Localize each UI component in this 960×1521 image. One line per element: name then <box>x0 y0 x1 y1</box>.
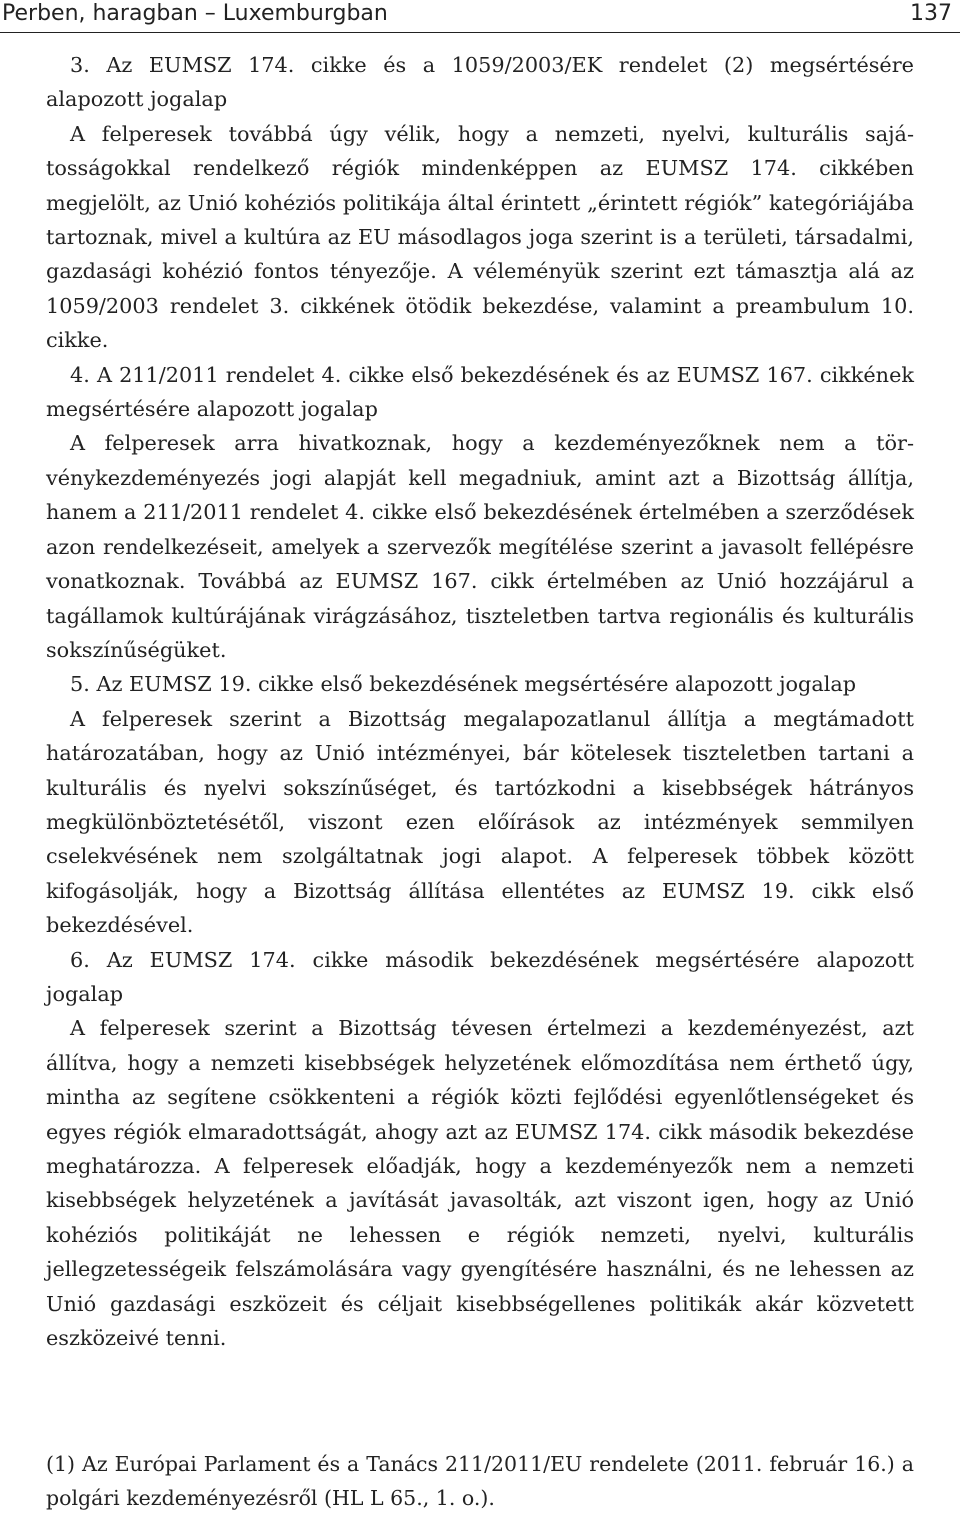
section-4-paragraph: A felperesek arra hivatkoznak, hogy a kezdeményezőknek nem a törvénykezdeményezés jogi alapját kell megadniuk, amint azt a Bizottság állítja, hanem a 211/2011 rendelet 4. cikke első bekezdésének értelmében a szerződések azon rendelkezéseit, amelyek a szervezők megítélése szerint a javasolt fellépésre vonatkoznak. Továbbá az EUMSZ 167. cikk értelmében az Unió hozzájárul a tagállamok kultúrájának virágzásához, tiszteletben tartva regionális és kulturális sokszínűségüket. <box>46 431 914 662</box>
section-5-heading: 5. Az EUMSZ 19. cikke első bekezdésének megsértésére alapozott jogalap <box>70 672 857 697</box>
section-6-heading: 6. Az EUMSZ 174. cikke második bekezdésének megsértésére alapozott jogalap <box>46 947 914 1006</box>
section-3-heading: 3. Az EUMSZ 174. cikke és a 1059/2003/EK rendelet (2) megsértésére alapozott jogalap <box>46 53 914 112</box>
section-6-paragraph: A felperesek szerint a Bizottság tévesen értelmezi a kezdeményezést, azt állítva, hogy a nemzeti kisebbségek helyzetének előmozdítása nem érthető úgy, mintha az segítene csökkenteni a régiók közti fejlődési egyenlőtlenségeket és egyes régiók elmaradottságát, ahogy azt az EUMSZ 174. cikk második bekezdése meghatározza. A felperesek előadják, hogy a kezdeményezők nem a nemzeti kisebbségek helyzetének a javítását javasolták, azt viszont igen, hogy az Unió kohéziós politikáját ne lehessen e régiók nemzeti, nyelvi, kulturális jellegzetességeik felszámolására vagy gyengítésére használni, és ne lehessen az Unió gazdasági eszközeit és céljait kisebbségellenes politikák akár közvetett eszközeivé tenni. <box>46 1016 914 1351</box>
section-4-heading: 4. A 211/2011 rendelet 4. cikke első bekezdésének és az EUMSZ 167. cikkének megsértésére alapozott jogalap <box>46 362 914 422</box>
running-head-title: Perben, haragban – Luxemburgban <box>2 1 388 26</box>
section-3-paragraph: A felperesek továbbá úgy vélik, hogy a nemzeti, nyelvi, kulturális sajátosságokkal rendelkező régiók mindenképpen az EUMSZ 174. cikkében megjelölt, az Unió kohéziós politikája által érintett „érintett régiók” kategóriájába tartoznak, mivel a kultúra az EU másodlagos joga szerint is a területi, társadalmi, gazdasági kohézió fontos tényezője. A véleményük szerint ezt támasztja alá az 1059/2003 rendelet 3. cikkének ötödik bekezdése, valamint a preambulum 10. cikke. <box>46 121 914 353</box>
section-5-paragraph: A felperesek szerint a Bizottság megalapozatlanul állítja a megtámadott határozatában, hogy az Unió intézményei, bár kötelesek tiszteletben tartani a kulturális és nyelvi sokszínűséget, és tartózkodni a kisebbségek hátrányos megkülönböztetésétől, viszont ezen előírások az intézmények semmilyen cselekvésének nem szolgáltatnak jogi alapot. A felperesek többek között kifogásolják, hogy a Bizottság állítása ellentétes az EUMSZ 19. cikk első bekezdésével. <box>46 706 914 938</box>
page-number: 137 <box>910 1 952 26</box>
body-text <box>46 48 914 1355</box>
running-head <box>0 0 960 33</box>
footnote: (1) Az Európai Parlament és a Tanács 211/2011/EU rendelete (2011. február 16.) a polgári kezdeményezésről (HL L 65., 1. o.). <box>46 1452 914 1510</box>
